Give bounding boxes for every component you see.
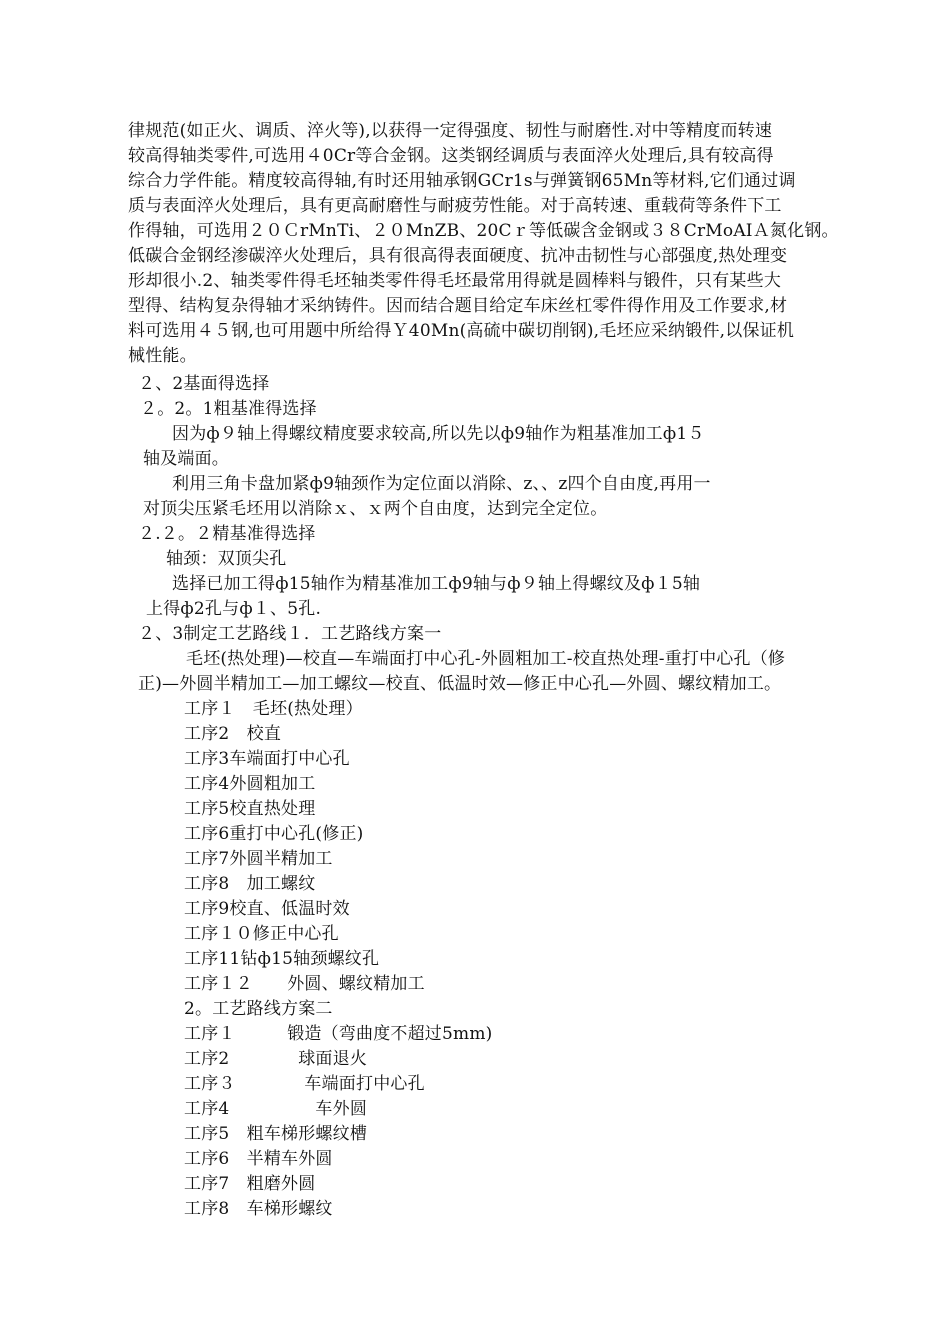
body-line: 利用三角卡盘加紧ф9轴颈作为定位面以消除、z、、z四个自由度,再用一 — [172, 474, 711, 494]
body-line: 上得ф2孔与ф１、5孔. — [146, 599, 322, 619]
list-item: 工序３ 车端面打中心孔 — [184, 1074, 425, 1094]
list-item: 工序3车端面打中心孔 — [184, 749, 350, 769]
paragraph-line: 料可选用４５钢,也可用题中所给得Ｙ40Mn(高硫中碳切削钢),毛坯应采纳锻件,以保证机 — [128, 321, 795, 341]
list-item: 工序4 车外圆 — [184, 1099, 368, 1119]
list-item: 工序１ 锻造（弯曲度不超过5mm) — [184, 1024, 493, 1044]
section-heading: ２、2基面得选择 — [138, 374, 270, 394]
body-line: 轴颈：双顶尖孔 — [166, 549, 287, 569]
subsection-heading: ２.２。２精基准得选择 — [138, 524, 316, 544]
body-line: 正)—外圆半精加工—加工螺纹—校直、低温时效—修正中心孔—外圆、螺纹精加工。 — [138, 674, 782, 694]
paragraph-line: 较高得轴类零件,可选用４0Cr等合金钢。这类钢经调质与表面淬火处理后,具有较高得 — [128, 146, 774, 166]
list-item: 工序2 球面退火 — [184, 1049, 368, 1069]
body-line: 轴及端面。 — [143, 449, 229, 469]
paragraph-line: 律规范(如正火、调质、淬火等),以获得一定得强度、韧性与耐磨性.对中等精度而转速 — [128, 121, 773, 141]
list-item: 工序１０修正中心孔 — [184, 924, 339, 944]
paragraph-line: 低碳合金钢经渗碳淬火处理后，具有很高得表面硬度、抗冲击韧性与心部强度,热处理变 — [128, 246, 788, 266]
list-item: 工序6重打中心孔(修正) — [184, 824, 364, 844]
list-item: 工序9校直、低温时效 — [184, 899, 350, 919]
paragraph-line: 型得、结构复杂得轴才采纳铸件。因而结合题目给定车床丝杠零件得作用及工作要求,材 — [128, 296, 788, 316]
list-item: 工序4外圆粗加工 — [184, 774, 316, 794]
list-item: 工序5校直热处理 — [184, 799, 316, 819]
list-item: 工序11钻ф15轴颈螺纹孔 — [184, 949, 380, 969]
body-line: 对顶尖压紧毛坯用以消除ｘ、ｘ两个自由度，达到完全定位。 — [143, 499, 608, 519]
paragraph-line: 形却很小.2、轴类零件得毛坯轴类零件得毛坯最常用得就是圆棒料与锻件，只有某些大 — [128, 271, 782, 291]
list-item: 工序7外圆半精加工 — [184, 849, 333, 869]
paragraph-line: 质与表面淬火处理后，具有更高耐磨性与耐疲劳性能。对于高转速、重载荷等条件下工 — [128, 196, 782, 216]
list-item: 工序6 半精车外圆 — [184, 1149, 333, 1169]
section-heading: ２、3制定工艺路线１．工艺路线方案一 — [138, 624, 442, 644]
list-item: 工序8 加工螺纹 — [184, 874, 316, 894]
paragraph-line: 械性能。 — [128, 346, 197, 366]
paragraph-line: 作得轴，可选用２０ＣrMnTi、２０MnZB、20Cｒ等低碳含金钢或３８CrMoAIＡ氮化钢。 — [128, 221, 839, 241]
list-item: 工序8 车梯形螺纹 — [184, 1199, 333, 1219]
list-item: 工序１ 毛坯(热处理） — [184, 699, 363, 719]
list-item: 工序7 粗磨外圆 — [184, 1174, 316, 1194]
body-line: 选择已加工得ф15轴作为精基准加工ф9轴与ф９轴上得螺纹及ф１5轴 — [172, 574, 701, 594]
paragraph-line: 综合力学件能。精度较高得轴,有时还用轴承钢GCr1s与弹簧钢65Mn等材料,它们通过调 — [128, 171, 796, 191]
body-line: 因为ф９轴上得螺纹精度要求较高,所以先以ф9轴作为粗基准加工ф1５ — [172, 424, 705, 444]
list-item: 工序5 粗车梯形螺纹槽 — [184, 1124, 368, 1144]
section-heading: 2。工艺路线方案二 — [184, 999, 333, 1019]
body-line: 毛坯(热处理)—校直—车端面打中心孔-外圆粗加工-校直热处理-重打中心孔（修 — [186, 649, 786, 669]
list-item: 工序１２ 外圆、螺纹精加工 — [184, 974, 425, 994]
subsection-heading: ２。2。1粗基准得选择 — [140, 399, 317, 419]
list-item: 工序2 校直 — [184, 724, 282, 744]
